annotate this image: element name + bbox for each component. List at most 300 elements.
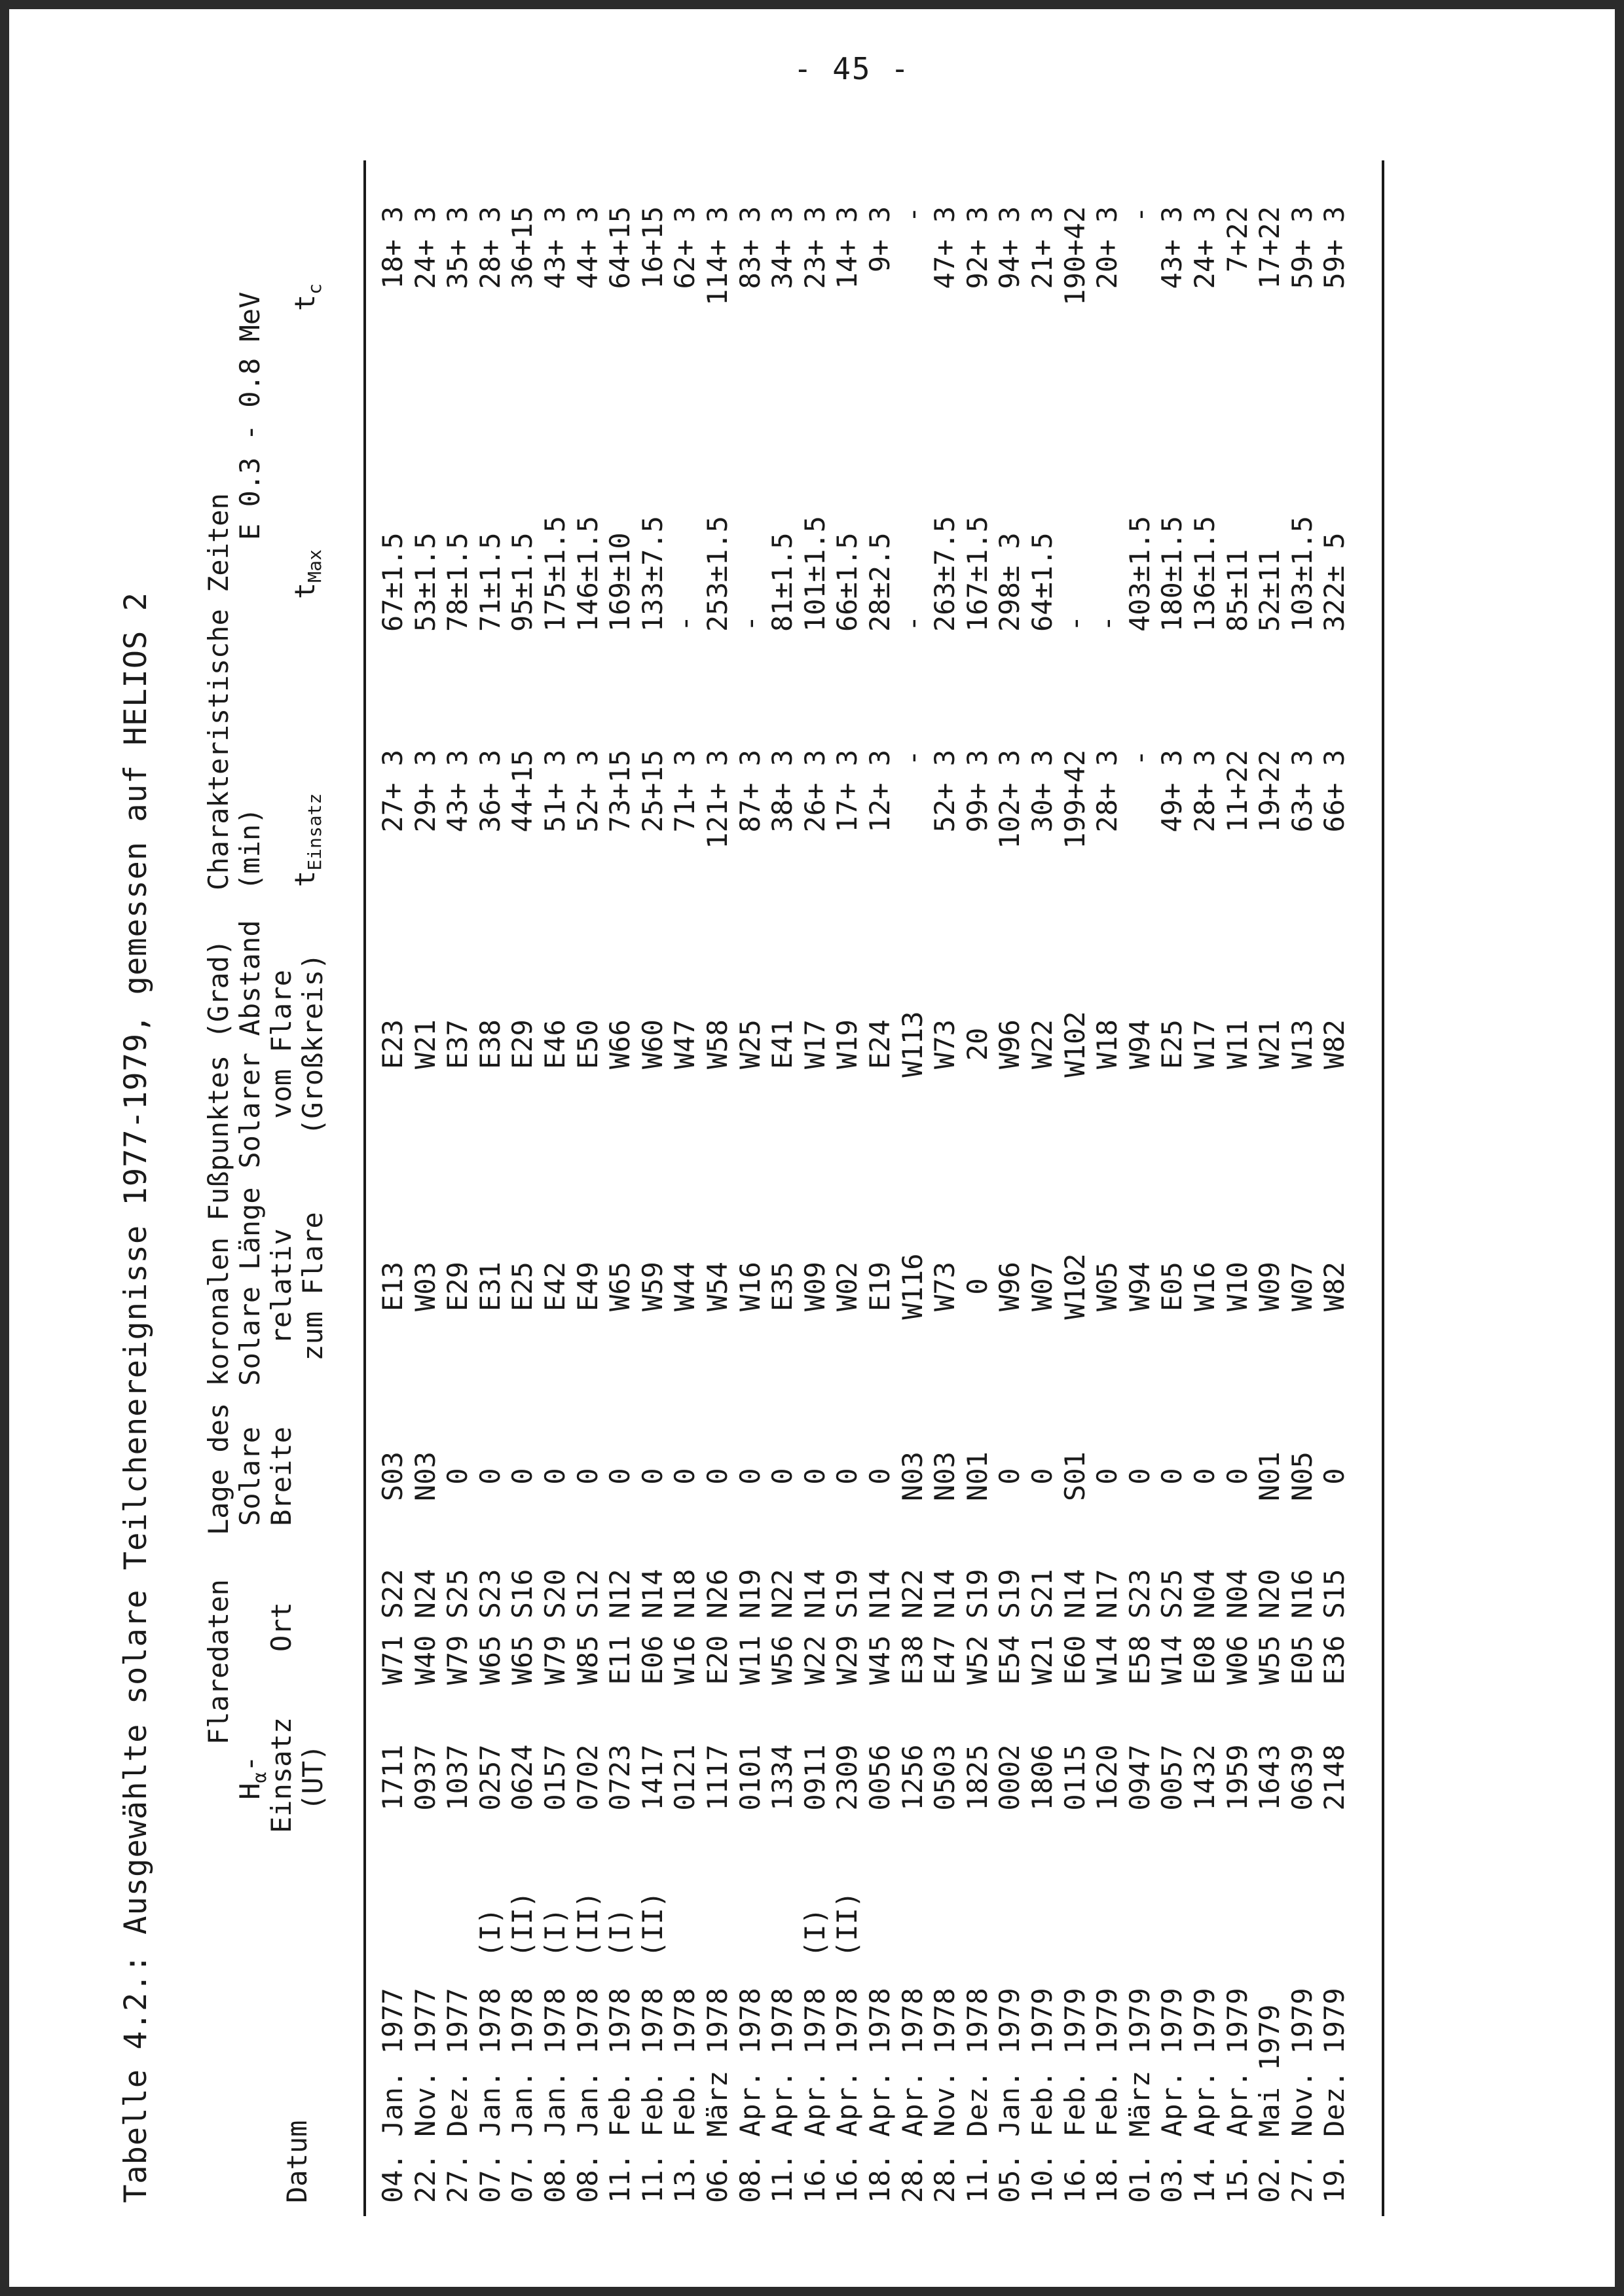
cell-laenge: W07 [1026, 1262, 1058, 1311]
cell-t-c: 114+ 3 [701, 206, 733, 306]
cell-tag: (I) [473, 1908, 506, 1958]
cell-abstand: W113 [896, 1011, 929, 1078]
cell-abstand: E25 [1156, 1019, 1189, 1069]
table-row [669, 154, 701, 2216]
cell-t-max: 81±1.5 [766, 532, 799, 632]
table-row [1189, 154, 1221, 2216]
cell-einsatz: 1256 [896, 1744, 929, 1811]
header-h-alpha-letter: H [234, 1783, 266, 1800]
cell-t-einsatz: 11+22 [1221, 750, 1253, 833]
cell-ort: W56 N22 [766, 1569, 799, 1685]
cell-t-c: 21+ 3 [1026, 206, 1058, 289]
cell-einsatz: 2309 [831, 1744, 864, 1811]
cell-ort: E60 N14 [1058, 1569, 1091, 1685]
cell-ort: E54 S19 [993, 1569, 1026, 1685]
cell-laenge: W03 [409, 1262, 441, 1311]
cell-laenge: W82 [1318, 1262, 1351, 1311]
cell-einsatz: 0157 [539, 1744, 571, 1811]
cell-ort: W65 S16 [506, 1569, 539, 1685]
table-row [1124, 154, 1156, 2216]
cell-t-max: 263±7.5 [929, 515, 961, 632]
cell-einsatz: 0056 [864, 1744, 896, 1811]
cell-abstand: W82 [1318, 1019, 1351, 1069]
cell-abstand: W60 [636, 1019, 669, 1069]
table-caption: Tabelle 4.2.: Ausgewählte solare Teilchenereignisse 1977-1979, gemessen auf HELIOS 2 [118, 592, 154, 2203]
cell-einsatz: 1334 [766, 1744, 799, 1811]
cell-t-max: 101±1.5 [798, 515, 831, 632]
table-row [1221, 154, 1253, 2216]
cell-t-c: 59+ 3 [1318, 206, 1351, 289]
cell-laenge: E42 [539, 1262, 571, 1311]
cell-abstand: W22 [1026, 1019, 1058, 1069]
cell-t-max: 64±1.5 [1026, 532, 1058, 632]
header-h-alpha-subscript: α [249, 1772, 270, 1783]
cell-t-max: 253±1.5 [701, 515, 733, 632]
cell-abstand: 20 [961, 1027, 993, 1061]
header-zeiten-1: Charakteristische Zeiten [202, 493, 234, 890]
cell-datum: 16. Feb. 1979 [1058, 1988, 1091, 2203]
table-row [572, 154, 604, 2216]
cell-breite: 0 [1189, 1468, 1221, 1485]
cell-datum: 05. Jan. 1979 [993, 1988, 1026, 2203]
cell-ort: W55 N20 [1253, 1569, 1286, 1685]
cell-t-einsatz: 102+ 3 [993, 750, 1026, 849]
table-row [1026, 154, 1058, 2216]
header-t-max-letter: t [289, 582, 321, 599]
cell-t-c: 44+ 3 [571, 206, 604, 289]
header-ut: (UT) [297, 1744, 329, 1811]
cell-t-einsatz: 52+ 3 [929, 750, 961, 833]
header-t-c [289, 283, 331, 311]
cell-t-einsatz: 43+ 3 [441, 750, 474, 833]
cell-t-c: 47+ 3 [929, 206, 961, 289]
cell-breite: S03 [377, 1451, 409, 1501]
cell-t-max: - [733, 615, 766, 632]
header-t-max-subscript: Max [304, 549, 325, 583]
cell-laenge: W102 [1058, 1253, 1091, 1320]
cell-ort: E11 N12 [604, 1569, 637, 1685]
cell-t-max: 175±1.5 [539, 515, 571, 632]
header-t-c-subscript: c [304, 283, 325, 295]
table-row [1318, 154, 1350, 2216]
cell-breite: 0 [701, 1468, 733, 1485]
cell-t-max: - [896, 615, 929, 632]
cell-breite: N03 [896, 1451, 929, 1501]
cell-breite: N03 [929, 1451, 961, 1501]
table-row [441, 154, 473, 2216]
cell-abstand: W47 [669, 1019, 701, 1069]
cell-t-max: 403±1.5 [1123, 515, 1156, 632]
cell-datum: 13. Feb. 1978 [669, 1988, 701, 2203]
header-t-einsatz-letter: t [289, 870, 321, 887]
cell-ort: W14 N17 [1091, 1569, 1124, 1685]
cell-t-max: 95±1.5 [506, 532, 539, 632]
cell-t-c: 43+ 3 [1156, 206, 1189, 289]
cell-laenge: W96 [993, 1262, 1026, 1311]
cell-einsatz: 0057 [1156, 1744, 1189, 1811]
cell-t-c: 34+ 3 [766, 206, 799, 289]
cell-t-einsatz: 66+ 3 [1318, 750, 1351, 833]
cell-t-c: 83+ 3 [733, 206, 766, 289]
cell-laenge: W94 [1123, 1262, 1156, 1311]
cell-breite: N01 [961, 1451, 993, 1501]
header-h-alpha-dash: - [234, 1755, 266, 1772]
cell-t-einsatz: 19+22 [1253, 750, 1286, 833]
cell-datum: 22. Nov. 1977 [409, 1988, 441, 2203]
cell-t-c: 20+ 3 [1091, 206, 1124, 289]
cell-ort: E08 N04 [1189, 1569, 1221, 1685]
cell-laenge: E29 [441, 1262, 474, 1311]
cell-t-max: 85±11 [1221, 549, 1253, 632]
cell-laenge: W10 [1221, 1262, 1253, 1311]
cell-breite: 0 [473, 1468, 506, 1485]
cell-ort: E38 N22 [896, 1569, 929, 1685]
header-flaredaten: Flaredaten [202, 1579, 234, 1745]
table-row [929, 154, 961, 2216]
cell-t-max: 28±2.5 [864, 532, 896, 632]
cell-laenge: W07 [1285, 1262, 1318, 1311]
header-breite-1: Solare [234, 1427, 266, 1526]
table-row [409, 154, 441, 2216]
cell-breite: 0 [441, 1468, 474, 1485]
header-datum: Datum [281, 2120, 313, 2203]
cell-t-einsatz: 73+15 [604, 750, 637, 833]
cell-t-einsatz: 63+ 3 [1285, 750, 1318, 833]
cell-breite: 0 [831, 1468, 864, 1485]
cell-einsatz: 2148 [1318, 1744, 1351, 1811]
cell-t-einsatz: 38+ 3 [766, 750, 799, 833]
cell-t-c: 14+ 3 [831, 206, 864, 289]
cell-ort: E06 N14 [636, 1569, 669, 1685]
table-row [377, 154, 409, 2216]
cell-breite: 0 [1026, 1468, 1058, 1485]
header-lage: Lage des koronalen Fußpunktes (Grad) [202, 939, 234, 1535]
cell-tag: (I) [604, 1908, 637, 1958]
cell-t-max: 180±1.5 [1156, 515, 1189, 632]
cell-laenge: E25 [506, 1262, 539, 1311]
cell-breite: 0 [993, 1468, 1026, 1485]
cell-laenge: W54 [701, 1262, 733, 1311]
table-row [864, 154, 896, 2216]
cell-abstand: W19 [831, 1019, 864, 1069]
cell-abstand: E46 [539, 1019, 571, 1069]
cell-t-max: 133±7.5 [636, 515, 669, 632]
table-row [1091, 154, 1123, 2216]
cell-laenge: E19 [864, 1262, 896, 1311]
cell-t-c: 23+ 3 [798, 206, 831, 289]
cell-t-c: 28+ 3 [473, 206, 506, 289]
cell-laenge: W59 [636, 1262, 669, 1311]
cell-datum: 18. Feb. 1979 [1091, 1988, 1124, 2203]
cell-t-c: 92+ 3 [961, 206, 993, 289]
cell-laenge: W73 [929, 1262, 961, 1311]
cell-datum: 27. Nov. 1979 [1285, 1988, 1318, 2203]
cell-t-max: - [1058, 615, 1091, 632]
cell-abstand: W102 [1058, 1011, 1091, 1078]
cell-t-c: 9+ 3 [864, 206, 896, 273]
cell-ort: W52 S19 [961, 1569, 993, 1685]
header-zeiten-2: (min) [234, 807, 266, 890]
cell-laenge: E05 [1156, 1262, 1189, 1311]
cell-laenge: 0 [961, 1278, 993, 1295]
cell-t-einsatz: 36+ 3 [473, 750, 506, 833]
cell-ort: W06 N04 [1221, 1569, 1253, 1685]
table-bottom-rule [1382, 160, 1384, 2216]
cell-datum: 16. Apr. 1978 [831, 1988, 864, 2203]
cell-ort: W22 N14 [798, 1569, 831, 1685]
cell-t-max: 66±1.5 [831, 532, 864, 632]
cell-datum: 11. Apr. 1978 [766, 1988, 799, 2203]
table-row [506, 154, 538, 2216]
cell-einsatz: 1117 [701, 1744, 733, 1811]
rotated-table-container [118, 154, 1428, 2216]
cell-ort: E05 N16 [1285, 1569, 1318, 1685]
cell-abstand: W96 [993, 1019, 1026, 1069]
header-t-c-letter: t [289, 294, 321, 311]
cell-tag: (II) [831, 1891, 864, 1958]
cell-t-max: 53±1.5 [409, 532, 441, 632]
cell-einsatz: 1806 [1026, 1744, 1058, 1811]
header-laenge-3: zum Flare [297, 1212, 329, 1361]
cell-einsatz: 1417 [636, 1744, 669, 1811]
cell-abstand: W17 [798, 1019, 831, 1069]
cell-einsatz: 0702 [571, 1744, 604, 1811]
cell-datum: 27. Dez. 1977 [441, 1988, 474, 2203]
cell-laenge: W09 [1253, 1262, 1286, 1311]
cell-einsatz: 1959 [1221, 1744, 1253, 1811]
header-t-einsatz-subscript: Einsatz [304, 793, 325, 871]
cell-t-max: 298± 3 [993, 532, 1026, 632]
cell-ort: W85 S12 [571, 1569, 604, 1685]
cell-einsatz: 0723 [604, 1744, 637, 1811]
cell-datum: 14. Apr. 1979 [1189, 1988, 1221, 2203]
cell-einsatz: 1825 [961, 1744, 993, 1811]
header-abstand-3: (Großkreis) [297, 953, 329, 1136]
cell-einsatz: 0947 [1123, 1744, 1156, 1811]
table-row [993, 154, 1025, 2216]
cell-ort: W45 N14 [864, 1569, 896, 1685]
cell-t-einsatz: 27+ 3 [377, 750, 409, 833]
cell-einsatz: 0115 [1058, 1744, 1091, 1811]
cell-datum: 18. Apr. 1978 [864, 1988, 896, 2203]
cell-t-max: - [669, 615, 701, 632]
cell-t-c: 62+ 3 [669, 206, 701, 289]
cell-datum: 07. Jan. 1978 [506, 1988, 539, 2203]
header-ort: Ort [265, 1602, 297, 1652]
cell-einsatz: 1620 [1091, 1744, 1124, 1811]
cell-t-max: 67±1.5 [377, 532, 409, 632]
header-laenge-1: Solare Länge [234, 1187, 266, 1386]
cell-t-max: - [1091, 615, 1124, 632]
cell-laenge: W16 [1189, 1262, 1221, 1311]
table-top-rule [363, 160, 366, 2216]
cell-ort: W65 S23 [473, 1569, 506, 1685]
cell-t-einsatz: 99+ 3 [961, 750, 993, 833]
cell-laenge: W02 [831, 1262, 864, 1311]
header-abstand-2: vom Flare [265, 970, 297, 1119]
cell-t-einsatz: 26+ 3 [798, 750, 831, 833]
cell-breite: S01 [1058, 1451, 1091, 1501]
cell-t-max: 169±10 [604, 532, 637, 632]
cell-breite: 0 [798, 1468, 831, 1485]
cell-ort: W79 S25 [441, 1569, 474, 1685]
cell-tag: (II) [636, 1891, 669, 1958]
cell-t-einsatz: 28+ 3 [1189, 750, 1221, 833]
cell-breite: 0 [733, 1468, 766, 1485]
cell-breite: 0 [1123, 1468, 1156, 1485]
cell-t-max: 167±1.5 [961, 515, 993, 632]
header-t-einsatz [289, 793, 331, 887]
cell-laenge: W44 [669, 1262, 701, 1311]
cell-abstand: W58 [701, 1019, 733, 1069]
cell-einsatz: 0624 [506, 1744, 539, 1811]
cell-t-einsatz: 12+ 3 [864, 750, 896, 833]
cell-abstand: W25 [733, 1019, 766, 1069]
cell-t-c: 17+22 [1253, 206, 1286, 289]
cell-laenge: E35 [766, 1262, 799, 1311]
header-t-max [289, 549, 331, 599]
cell-ort: E20 N26 [701, 1569, 733, 1685]
cell-t-c: - [1123, 206, 1156, 223]
cell-datum: 11. Dez. 1978 [961, 1988, 993, 2203]
table-row [1253, 154, 1285, 2216]
cell-t-c: 18+ 3 [377, 206, 409, 289]
cell-t-max: 71±1.5 [473, 532, 506, 632]
cell-datum: 28. Nov. 1978 [929, 1988, 961, 2203]
cell-breite: 0 [864, 1468, 896, 1485]
cell-ort: E58 S23 [1123, 1569, 1156, 1685]
cell-t-c: - [896, 206, 929, 223]
cell-t-einsatz: 25+15 [636, 750, 669, 833]
table-row [799, 154, 831, 2216]
cell-abstand: W11 [1221, 1019, 1253, 1069]
cell-breite: 0 [506, 1468, 539, 1485]
cell-datum: 08. Jan. 1978 [571, 1988, 604, 2203]
cell-t-c: 43+ 3 [539, 206, 571, 289]
cell-datum: 02. Mai 1979 [1253, 2004, 1286, 2203]
cell-einsatz: 0121 [669, 1744, 701, 1811]
cell-breite: 0 [1156, 1468, 1189, 1485]
cell-abstand: W94 [1123, 1019, 1156, 1069]
cell-tag: (II) [571, 1891, 604, 1958]
cell-ort: E47 N14 [929, 1569, 961, 1685]
cell-abstand: W21 [409, 1019, 441, 1069]
cell-t-c: 36+15 [506, 206, 539, 289]
cell-abstand: E37 [441, 1019, 474, 1069]
header-laenge-2: relativ [265, 1228, 297, 1345]
cell-breite: 0 [1318, 1468, 1351, 1485]
table-row [896, 154, 929, 2216]
cell-datum: 03. Apr. 1979 [1156, 1988, 1189, 2203]
table-row [637, 154, 669, 2216]
cell-einsatz: 1711 [377, 1744, 409, 1811]
cell-breite: N01 [1253, 1451, 1286, 1501]
cell-t-c: 94+ 3 [993, 206, 1026, 289]
table-row [1156, 154, 1188, 2216]
table-row [604, 154, 636, 2216]
header-abstand-1: Solarer Abstand [234, 920, 266, 1169]
cell-ort: W21 S21 [1026, 1569, 1058, 1685]
cell-t-einsatz: - [1123, 750, 1156, 767]
cell-ort: W16 N18 [669, 1569, 701, 1685]
cell-einsatz: 0257 [473, 1744, 506, 1811]
cell-datum: 11. Feb. 1978 [636, 1988, 669, 2203]
cell-einsatz: 0937 [409, 1744, 441, 1811]
cell-ort: W14 S25 [1156, 1569, 1189, 1685]
cell-datum: 07. Jan. 1978 [473, 1988, 506, 2203]
cell-t-einsatz: 71+ 3 [669, 750, 701, 833]
cell-abstand: E23 [377, 1019, 409, 1069]
cell-einsatz: 1037 [441, 1744, 474, 1811]
cell-ort: W40 N24 [409, 1569, 441, 1685]
cell-einsatz: 0503 [929, 1744, 961, 1811]
cell-t-einsatz: 52+ 3 [571, 750, 604, 833]
table-row [831, 154, 863, 2216]
cell-breite: 0 [539, 1468, 571, 1485]
cell-abstand: W66 [604, 1019, 637, 1069]
cell-breite: 0 [636, 1468, 669, 1485]
table-row [1286, 154, 1318, 2216]
cell-t-einsatz: - [896, 750, 929, 767]
cell-t-einsatz: 17+ 3 [831, 750, 864, 833]
cell-datum: 08. Apr. 1978 [733, 1988, 766, 2203]
cell-ort: E36 S15 [1318, 1569, 1351, 1685]
cell-t-max: 146±1.5 [571, 515, 604, 632]
page-number: - 45 - [793, 51, 910, 86]
cell-tag: (I) [798, 1908, 831, 1958]
cell-breite: 0 [1091, 1468, 1124, 1485]
cell-abstand: E50 [571, 1019, 604, 1069]
cell-breite: 0 [1221, 1468, 1253, 1485]
cell-einsatz: 0101 [733, 1744, 766, 1811]
cell-abstand: W18 [1091, 1019, 1124, 1069]
cell-t-einsatz: 49+ 3 [1156, 750, 1189, 833]
cell-einsatz: 1432 [1189, 1744, 1221, 1811]
cell-datum: 19. Dez. 1979 [1318, 1988, 1351, 2203]
cell-abstand: W17 [1189, 1019, 1221, 1069]
table-row [539, 154, 571, 2216]
cell-breite: 0 [571, 1468, 604, 1485]
cell-breite: N03 [409, 1451, 441, 1501]
cell-t-c: 64+15 [604, 206, 637, 289]
cell-ort: W29 S19 [831, 1569, 864, 1685]
cell-t-c: 59+ 3 [1285, 206, 1318, 289]
cell-t-einsatz: 30+ 3 [1026, 750, 1058, 833]
cell-tag: (II) [506, 1891, 539, 1958]
cell-t-einsatz: 199+42 [1058, 750, 1091, 849]
cell-datum: 04. Jan. 1977 [377, 1988, 409, 2203]
cell-t-c: 24+ 3 [409, 206, 441, 289]
cell-datum: 08. Jan. 1978 [539, 1988, 571, 2203]
cell-laenge: E13 [377, 1262, 409, 1311]
table-row [961, 154, 993, 2216]
header-zeiten-3: E 0.3 - 0.8 MeV [234, 291, 266, 540]
cell-abstand: E41 [766, 1019, 799, 1069]
cell-t-max: 322± 5 [1318, 532, 1351, 632]
cell-ort: W71 S22 [377, 1569, 409, 1685]
cell-datum: 15. Apr. 1979 [1221, 1988, 1253, 2203]
cell-t-einsatz: 121+ 3 [701, 750, 733, 849]
table-row [766, 154, 798, 2216]
cell-abstand: E24 [864, 1019, 896, 1069]
cell-tag: (I) [539, 1908, 571, 1958]
cell-abstand: E29 [506, 1019, 539, 1069]
table-row [474, 154, 506, 2216]
table-row [734, 154, 766, 2216]
cell-einsatz: 0002 [993, 1744, 1026, 1811]
cell-breite: 0 [669, 1468, 701, 1485]
cell-ort: W79 S20 [539, 1569, 571, 1685]
